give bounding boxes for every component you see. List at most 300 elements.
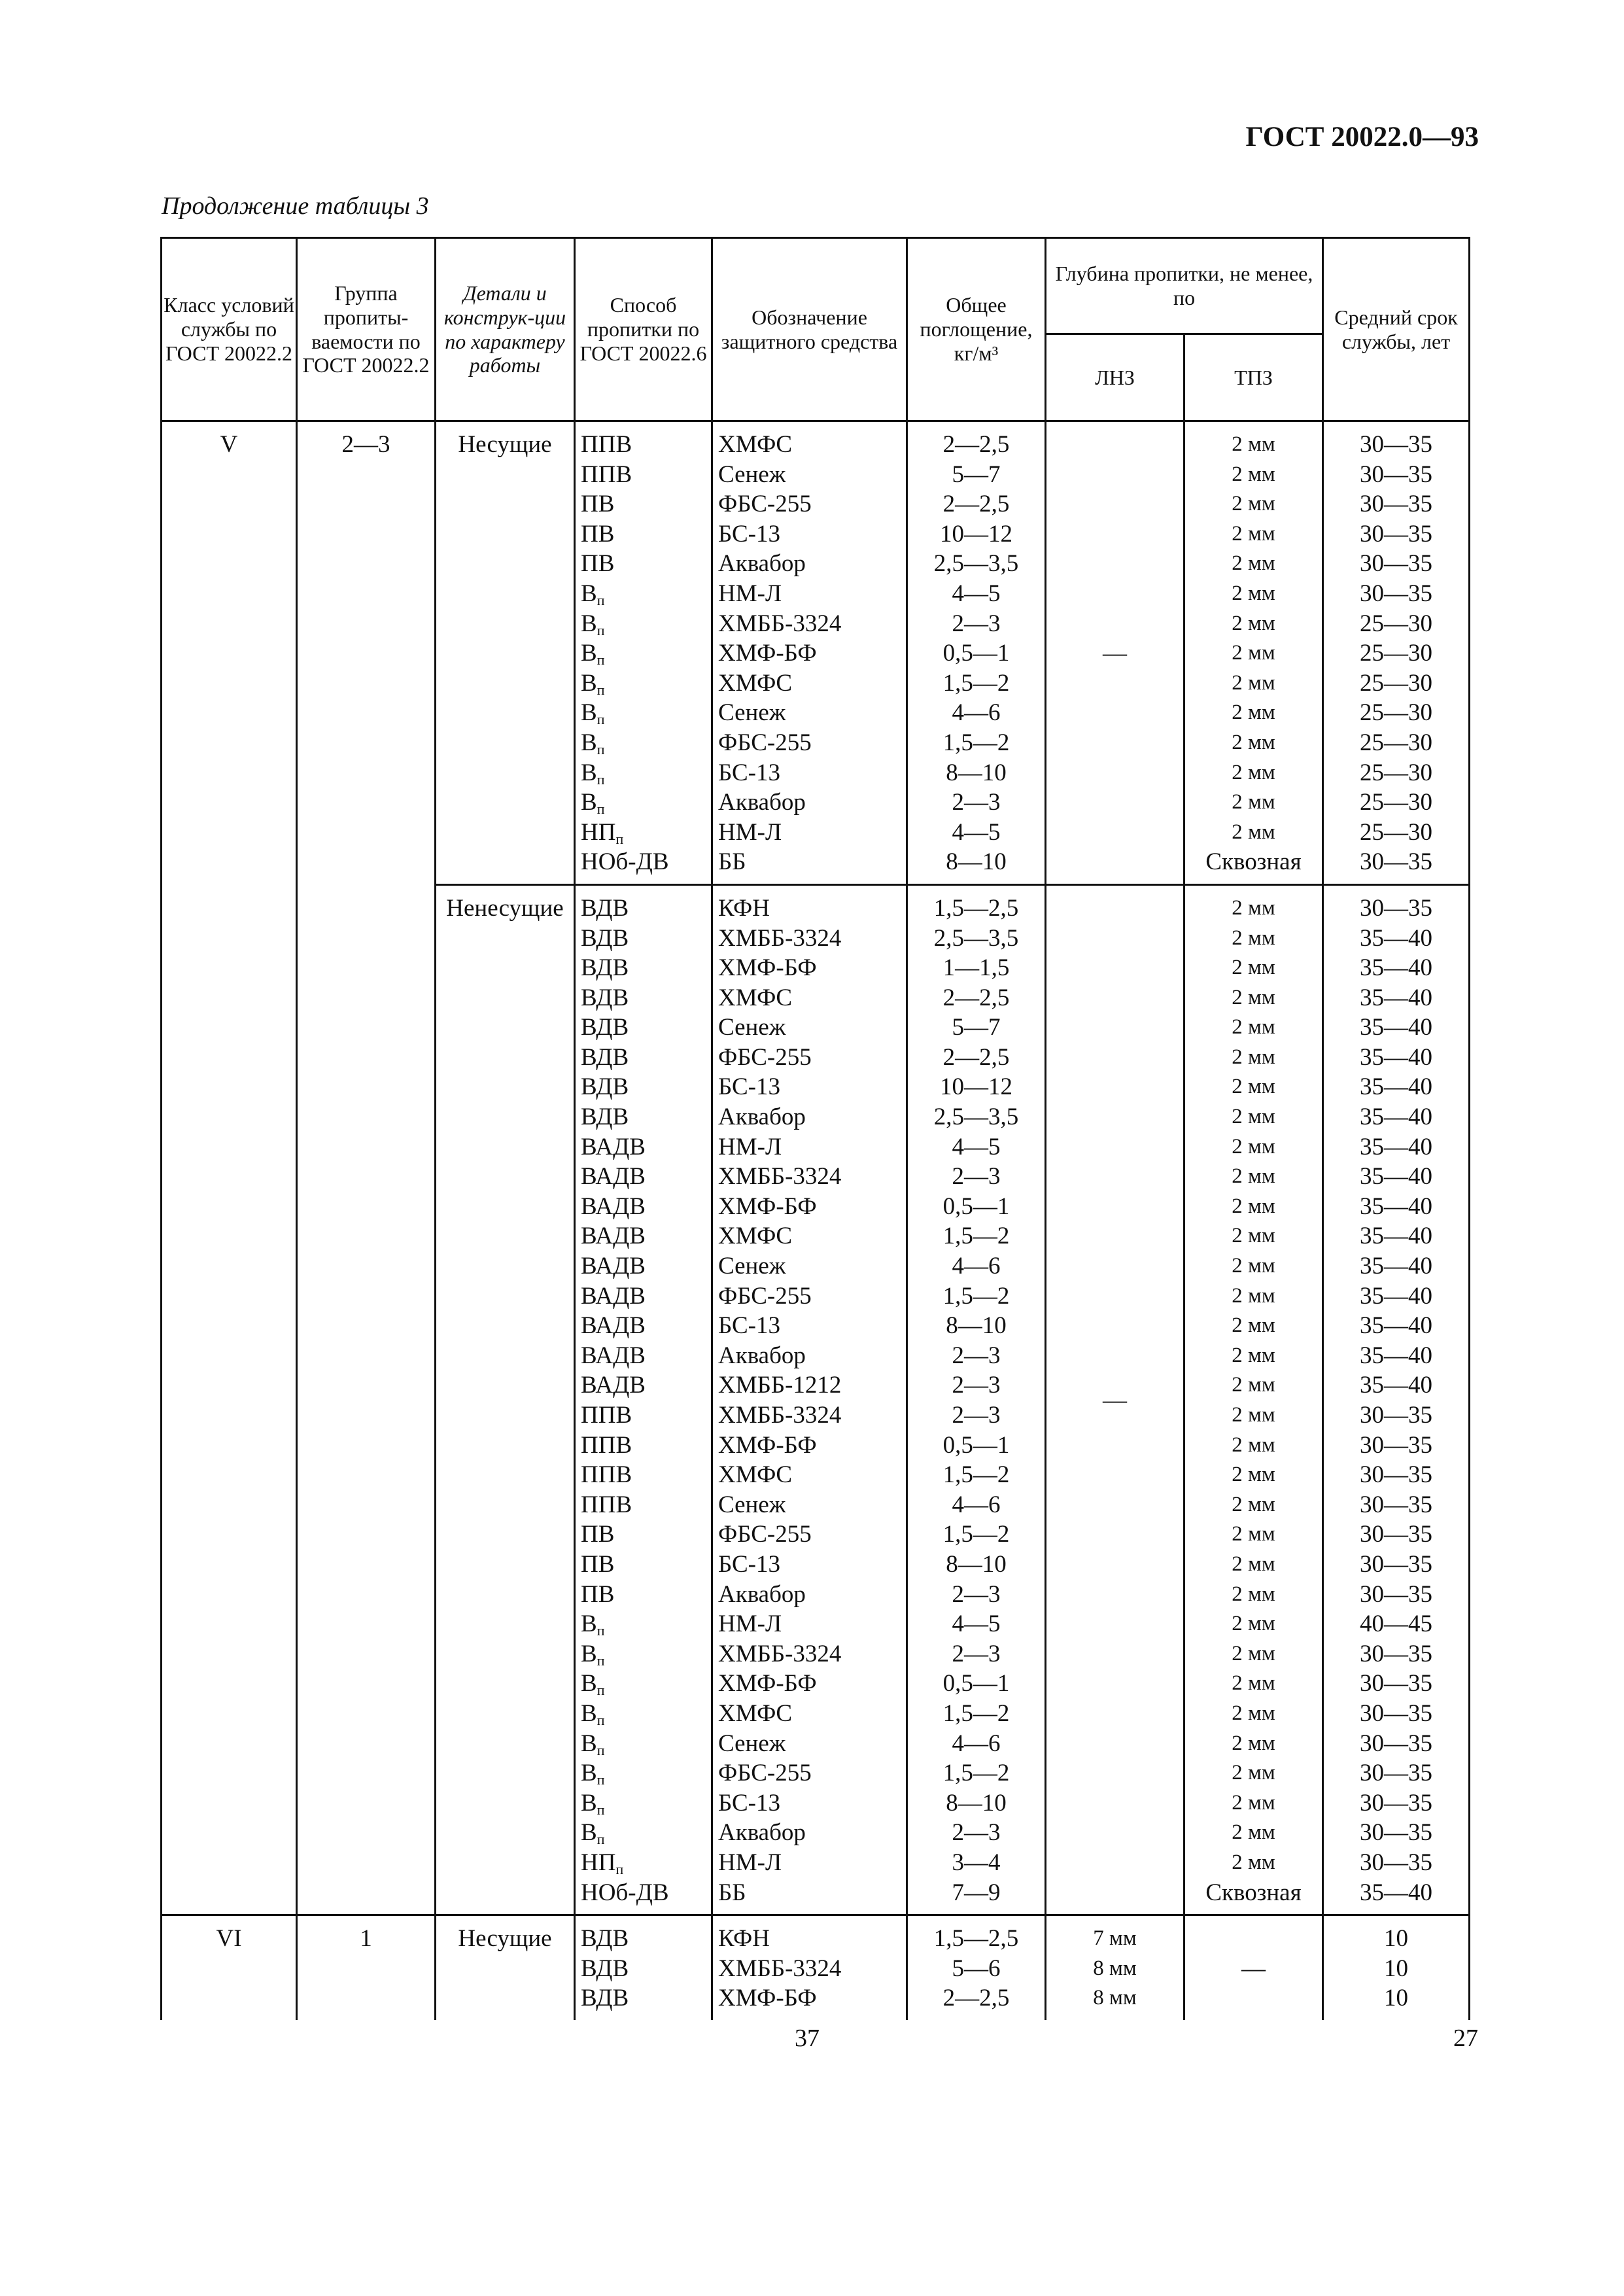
- service-life: [1324, 758, 1468, 788]
- service-life-text: 30—35: [1360, 894, 1432, 922]
- subscript-p: п: [596, 652, 605, 669]
- tpz-value-text: 2 мм: [1232, 641, 1275, 665]
- cell-service-life: [1323, 1915, 1470, 2020]
- tpz-value-text: 2 мм: [1232, 551, 1275, 576]
- agent-text: ХМФС: [718, 1699, 793, 1727]
- service-life-text: 35—40: [1360, 924, 1432, 952]
- method-text: В: [581, 789, 597, 816]
- service-life: [1324, 1281, 1468, 1312]
- agent: [718, 609, 906, 639]
- method: [581, 1132, 711, 1162]
- agent-text: Аквабор: [718, 1580, 806, 1608]
- cell-class: VI: [162, 1915, 297, 2020]
- service-life-text: 35—40: [1360, 954, 1432, 982]
- tpz-value-text: 2 мм: [1232, 1850, 1275, 1874]
- method: [581, 1983, 711, 2013]
- method-text: ППВ: [581, 1491, 632, 1518]
- method-text: В: [581, 729, 597, 756]
- absorption: [908, 1848, 1045, 1878]
- absorption-text: 1,5—2,5: [933, 1925, 1019, 1953]
- method: [581, 1520, 711, 1550]
- agent-text: ББ: [718, 848, 746, 876]
- absorption: [908, 1460, 1045, 1490]
- service-life-text: 35—40: [1360, 1312, 1432, 1340]
- agent-text: БС-13: [718, 1073, 780, 1101]
- method-text: В: [581, 1670, 597, 1697]
- absorption: [908, 669, 1045, 699]
- absorption-text: 0,5—1: [942, 640, 1010, 667]
- group-row: [162, 1915, 1470, 2020]
- method-text: В: [581, 1760, 597, 1787]
- tpz-value-text: 2 мм: [1232, 1492, 1275, 1516]
- col-group: Группа пропиты-ваемости по ГОСТ 20022.2: [297, 238, 436, 421]
- absorption: [908, 460, 1045, 490]
- agent: [718, 698, 906, 728]
- tpz-value: [1185, 953, 1322, 983]
- agent: [718, 1550, 906, 1580]
- method: [581, 1490, 711, 1520]
- col-service-life: Средний срок службы, лет: [1323, 238, 1470, 421]
- method: [581, 1460, 711, 1490]
- absorption-text: 2,5—3,5: [933, 924, 1019, 952]
- cell-agent: [712, 1915, 907, 2020]
- tpz-value-text: 2 мм: [1232, 1224, 1275, 1248]
- service-life-text: 30—35: [1360, 1550, 1432, 1578]
- absorption-text: 8—10: [946, 848, 1007, 876]
- service-life: [1324, 1370, 1468, 1400]
- agent: [718, 1848, 906, 1878]
- agent: [718, 1281, 906, 1312]
- col-depth: Глубина пропитки, не менее, по: [1046, 238, 1323, 334]
- subscript-p: п: [596, 1771, 605, 1788]
- service-life: [1324, 1669, 1468, 1699]
- tpz-value-text: 2 мм: [1232, 1552, 1275, 1576]
- agent: [718, 1460, 906, 1490]
- method: [581, 847, 711, 877]
- agent-text: Аквабор: [718, 789, 806, 816]
- absorption-text: 2—3: [952, 1640, 1001, 1667]
- absorption-text: 2—3: [952, 1342, 1001, 1369]
- agent: [718, 1311, 906, 1341]
- service-life-text: 30—35: [1360, 1402, 1432, 1429]
- method: [581, 1848, 711, 1878]
- service-life: [1324, 1550, 1468, 1580]
- absorption: [908, 847, 1045, 877]
- tpz-value: [1185, 430, 1322, 460]
- agent-text: КФН: [718, 894, 770, 922]
- agent-text: Сенеж: [718, 1253, 786, 1280]
- method-text: ППВ: [581, 431, 632, 458]
- service-life-text: 30—35: [1360, 520, 1432, 548]
- col-agent: Обозначение защитного средства: [712, 238, 907, 421]
- tpz-value: [1185, 698, 1322, 728]
- tpz-value: [1185, 1520, 1322, 1550]
- method-text: ВДВ: [581, 1104, 629, 1131]
- agent-text: Аквабор: [718, 550, 806, 578]
- absorption-text: 4—5: [952, 1133, 1001, 1160]
- absorption-text: 2,5—3,5: [933, 1104, 1019, 1131]
- absorption: [908, 1072, 1045, 1102]
- agent: [718, 1729, 906, 1759]
- tpz-value: [1185, 1431, 1322, 1461]
- method: [581, 609, 711, 639]
- agent-text: Аквабор: [718, 1819, 806, 1847]
- agent-text: ХМФ-БФ: [718, 954, 817, 982]
- cell-absorption: [907, 1915, 1046, 2020]
- tpz-value: [1185, 1669, 1322, 1699]
- service-life: [1324, 924, 1468, 954]
- method: [581, 1954, 711, 1984]
- service-life: [1324, 1609, 1468, 1639]
- service-life: [1324, 1221, 1468, 1251]
- cell-absorption: [907, 884, 1046, 1915]
- cell-group: 1: [297, 1915, 436, 2020]
- absorption-text: 0,5—1: [942, 1431, 1010, 1459]
- cell-class: V: [162, 421, 297, 885]
- method-text: ППВ: [581, 1431, 632, 1459]
- agent-text: Сенеж: [718, 699, 786, 727]
- tpz-value: [1185, 1609, 1322, 1639]
- method: [581, 788, 711, 818]
- method: [581, 1013, 711, 1043]
- tpz-value-text: 2 мм: [1232, 1134, 1275, 1158]
- service-life-text: 30—35: [1360, 1819, 1432, 1847]
- tpz-value-text: 2 мм: [1232, 1641, 1275, 1665]
- absorption: [908, 924, 1045, 954]
- agent: [718, 924, 906, 954]
- lnz-value: [1046, 1983, 1183, 2013]
- agent-text: БС-13: [718, 759, 780, 786]
- subscript-p: п: [596, 1801, 605, 1818]
- absorption-text: 1,5—2: [942, 1760, 1010, 1787]
- service-life: [1324, 847, 1468, 877]
- tpz-value-text: 2 мм: [1232, 730, 1275, 754]
- absorption: [908, 758, 1045, 788]
- service-life-text: 35—40: [1360, 1372, 1432, 1399]
- tpz-value: [1185, 1758, 1322, 1788]
- method-text: В: [581, 610, 597, 637]
- absorption-text: 1,5—2: [942, 1699, 1010, 1727]
- agent-text: ХМББ-3324: [718, 1955, 842, 1982]
- agent: [718, 1043, 906, 1073]
- cell-group: [297, 884, 436, 1915]
- tpz-value: [1185, 1848, 1322, 1878]
- method-text: ВАДВ: [581, 1282, 646, 1310]
- tpz-value: [1185, 788, 1322, 818]
- agent: [718, 430, 906, 460]
- tpz-value-text: 2 мм: [1232, 1373, 1275, 1397]
- agent: [718, 1400, 906, 1431]
- absorption: [908, 1490, 1045, 1520]
- absorption-text: 2—2,5: [942, 1043, 1010, 1071]
- method: [581, 1550, 711, 1580]
- service-life: [1324, 460, 1468, 490]
- agent: [718, 1370, 906, 1400]
- agent: [718, 1954, 906, 1984]
- absorption-text: 2—3: [952, 1819, 1001, 1847]
- method: [581, 728, 711, 758]
- service-life: [1324, 953, 1468, 983]
- absorption: [908, 788, 1045, 818]
- agent: [718, 847, 906, 877]
- cell-agent: [712, 884, 907, 1915]
- cell-details: Ненесущие: [436, 884, 575, 1915]
- method-text: ВДВ: [581, 894, 629, 922]
- absorption: [908, 698, 1045, 728]
- method: [581, 1311, 711, 1341]
- tpz-value-text: 2 мм: [1232, 1522, 1275, 1546]
- method-text: ППВ: [581, 1402, 632, 1429]
- subscript-p: п: [596, 801, 605, 818]
- method: [581, 894, 711, 924]
- cell-method: [575, 884, 712, 1915]
- method: [581, 579, 711, 609]
- agent: [718, 1818, 906, 1848]
- agent: [718, 489, 906, 519]
- method-text: НОб-ДВ: [581, 1879, 669, 1906]
- service-life: [1324, 1013, 1468, 1043]
- agent: [718, 1580, 906, 1610]
- method-text: ПВ: [581, 550, 615, 578]
- service-life-text: 35—40: [1360, 1104, 1432, 1131]
- service-life: [1324, 1788, 1468, 1818]
- agent: [718, 894, 906, 924]
- absorption: [908, 1818, 1045, 1848]
- method-text: В: [581, 1730, 597, 1757]
- method-text: В: [581, 1610, 597, 1638]
- service-life-text: 35—40: [1360, 1043, 1432, 1071]
- agent: [718, 460, 906, 490]
- tpz-value: [1185, 818, 1322, 848]
- service-life: [1324, 894, 1468, 924]
- method: [581, 1924, 711, 1954]
- service-life-text: 25—30: [1360, 818, 1432, 846]
- method-text: ВАДВ: [581, 1223, 646, 1250]
- cell-lnz: —: [1046, 884, 1184, 1915]
- method: [581, 638, 711, 669]
- agent-text: НМ-Л: [718, 1133, 782, 1160]
- service-life: [1324, 698, 1468, 728]
- agent: [718, 788, 906, 818]
- absorption-text: 2—2,5: [942, 984, 1010, 1011]
- agent-text: НМ-Л: [718, 818, 782, 846]
- subscript-p: п: [596, 681, 605, 698]
- absorption-text: 4—5: [952, 580, 1001, 607]
- tpz-value-text: 2 мм: [1232, 1701, 1275, 1725]
- tpz-value: [1185, 1460, 1322, 1490]
- absorption: [908, 1400, 1045, 1431]
- absorption-text: 4—6: [952, 1253, 1001, 1280]
- agent-text: ФБС-255: [718, 491, 812, 518]
- absorption-text: 1,5—2: [942, 1461, 1010, 1489]
- agent-text: НМ-Л: [718, 580, 782, 607]
- agent-text: ХМФ-БФ: [718, 1431, 817, 1459]
- method: [581, 1400, 711, 1431]
- service-life: [1324, 1311, 1468, 1341]
- absorption: [908, 1729, 1045, 1759]
- agent: [718, 1221, 906, 1251]
- method-text: ВАДВ: [581, 1133, 646, 1160]
- tpz-value: [1185, 609, 1322, 639]
- method: [581, 1878, 711, 1908]
- absorption: [908, 1281, 1045, 1312]
- absorption-text: 0,5—1: [942, 1192, 1010, 1220]
- tpz-value-text: 2 мм: [1232, 1612, 1275, 1636]
- impregnation-table: [160, 237, 1470, 2020]
- service-life: [1324, 818, 1468, 848]
- tpz-value-text: 2 мм: [1232, 1463, 1275, 1487]
- method-text: В: [581, 640, 597, 667]
- agent-text: ХМББ-3324: [718, 1640, 842, 1667]
- agent: [718, 1788, 906, 1818]
- subscript-p: п: [596, 1652, 605, 1669]
- service-life-text: 30—35: [1360, 1760, 1432, 1787]
- lnz-value-text: 8 мм: [1093, 1956, 1137, 1980]
- absorption: [908, 1699, 1045, 1729]
- lnz-value-text: 7 мм: [1093, 1926, 1137, 1951]
- subscript-p: п: [596, 771, 605, 788]
- tpz-value-text: 2 мм: [1232, 1731, 1275, 1755]
- tpz-value: [1185, 1341, 1322, 1371]
- tpz-value: [1185, 758, 1322, 788]
- method-text: ВДВ: [581, 1985, 629, 2012]
- service-life-text: 30—35: [1360, 1849, 1432, 1876]
- service-life-text: 30—35: [1360, 1431, 1432, 1459]
- method-text: ВАДВ: [581, 1192, 646, 1220]
- service-life-text: 25—30: [1360, 610, 1432, 637]
- tpz-value: [1185, 847, 1322, 877]
- method: [581, 1639, 711, 1669]
- service-life: [1324, 579, 1468, 609]
- absorption-text: 1,5—2,5: [933, 894, 1019, 922]
- method: [581, 758, 711, 788]
- absorption-text: 2—2,5: [942, 491, 1010, 518]
- service-life-text: 35—40: [1360, 1192, 1432, 1220]
- absorption: [908, 1162, 1045, 1192]
- method-text: В: [581, 699, 597, 727]
- agent: [718, 1013, 906, 1043]
- absorption: [908, 1370, 1045, 1400]
- tpz-value: [1185, 1311, 1322, 1341]
- service-life: [1324, 788, 1468, 818]
- col-tpz: ТПЗ: [1184, 334, 1323, 421]
- cell-absorption: [907, 421, 1046, 885]
- cell-details: Несущие: [436, 1915, 575, 2020]
- method: [581, 549, 711, 579]
- agent-text: НМ-Л: [718, 1610, 782, 1638]
- tpz-value-text: Сквозная: [1205, 1879, 1302, 1906]
- cell-service-life: [1323, 884, 1470, 1915]
- absorption-text: 4—6: [952, 699, 1001, 727]
- absorption-text: 1,5—2: [942, 1521, 1010, 1548]
- absorption-text: 10—12: [940, 520, 1012, 548]
- service-life: [1324, 1043, 1468, 1073]
- method-text: ВДВ: [581, 954, 629, 982]
- method-text: ВДВ: [581, 1073, 629, 1101]
- agent: [718, 758, 906, 788]
- absorption-text: 2—3: [952, 789, 1001, 816]
- absorption: [908, 1580, 1045, 1610]
- agent-text: ХМББ-3324: [718, 1402, 842, 1429]
- tpz-value: [1185, 638, 1322, 669]
- absorption-text: 10—12: [940, 1073, 1012, 1101]
- absorption-text: 8—10: [946, 759, 1007, 786]
- method-text: В: [581, 1699, 597, 1727]
- agent: [718, 1878, 906, 1908]
- absorption-text: 7—9: [952, 1879, 1001, 1906]
- service-life-text: 35—40: [1360, 1282, 1432, 1310]
- method-text: ВАДВ: [581, 1253, 646, 1280]
- method: [581, 1729, 711, 1759]
- absorption-text: 4—5: [952, 1610, 1001, 1638]
- agent-text: ХМФС: [718, 669, 793, 697]
- service-life: [1324, 1848, 1468, 1878]
- method-text: ППВ: [581, 461, 632, 488]
- absorption: [908, 638, 1045, 669]
- tpz-value: [1185, 1043, 1322, 1073]
- method-text: ВДВ: [581, 1955, 629, 1982]
- tpz-value-text: 2 мм: [1232, 926, 1275, 950]
- agent: [718, 1699, 906, 1729]
- method-text: ВАДВ: [581, 1372, 646, 1399]
- tpz-value: [1185, 1072, 1322, 1102]
- service-life: [1324, 1132, 1468, 1162]
- agent: [718, 818, 906, 848]
- tpz-value: [1185, 1162, 1322, 1192]
- method-text: В: [581, 759, 597, 786]
- agent-text: НМ-Л: [718, 1849, 782, 1876]
- absorption-text: 2—2,5: [942, 431, 1010, 458]
- agent-text: ХМФС: [718, 431, 793, 458]
- absorption: [908, 430, 1045, 460]
- agent: [718, 1251, 906, 1281]
- method: [581, 1699, 711, 1729]
- absorption-text: 4—5: [952, 818, 1001, 846]
- cell-method: [575, 421, 712, 885]
- absorption-text: 4—6: [952, 1491, 1001, 1518]
- absorption-text: 1—1,5: [942, 954, 1010, 982]
- service-life: [1324, 1520, 1468, 1550]
- cell-tpz: [1184, 884, 1323, 1915]
- agent-text: Сенеж: [718, 461, 786, 488]
- cell-lnz: [1046, 1915, 1184, 2020]
- absorption: [908, 1341, 1045, 1371]
- service-life: [1324, 1729, 1468, 1759]
- lnz-value: [1046, 1924, 1183, 1954]
- service-life: [1324, 1580, 1468, 1610]
- cell-method: [575, 1915, 712, 2020]
- absorption: [908, 1550, 1045, 1580]
- agent: [718, 579, 906, 609]
- agent: [718, 1162, 906, 1192]
- tpz-value-text: 2 мм: [1232, 521, 1275, 546]
- agent: [718, 549, 906, 579]
- method: [581, 1281, 711, 1312]
- tpz-value-text: 2 мм: [1232, 1582, 1275, 1606]
- agent: [718, 1431, 906, 1461]
- agent-text: ХМФС: [718, 1461, 793, 1489]
- tpz-value: [1185, 519, 1322, 549]
- method-text: НП: [581, 1849, 616, 1876]
- tpz-value-text: 2 мм: [1232, 611, 1275, 635]
- absorption: [908, 489, 1045, 519]
- absorption: [908, 1431, 1045, 1461]
- method-text: ППВ: [581, 1461, 632, 1489]
- col-details: Детали и конструк-ции по характеру работы: [436, 238, 575, 421]
- agent-text: КФН: [718, 1925, 770, 1953]
- service-life-text: 35—40: [1360, 1879, 1432, 1906]
- method: [581, 1818, 711, 1848]
